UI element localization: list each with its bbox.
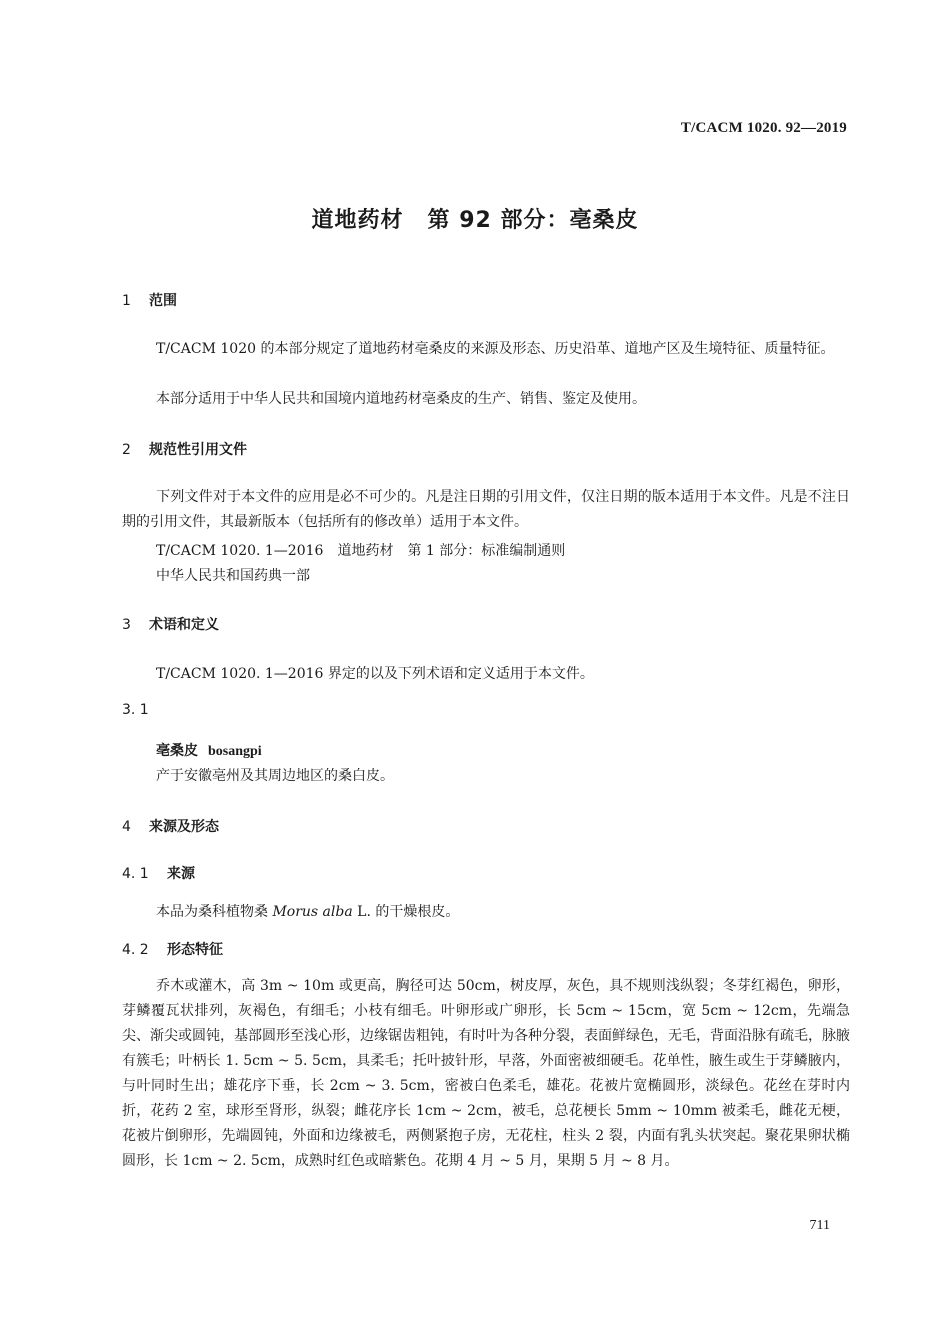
latin-name: Morus alba [272, 904, 353, 920]
standard-code: T/CACM 1020. 92—2019 [680, 120, 847, 136]
section-4-2-paragraph: 乔木或灌木，高 3m ~ 10m 或更高，胸径可达 50cm，树皮厚，灰色，具不规则浅纵裂；冬芽红褐色，卵形，芽鳞覆瓦状排列，灰褐色，有细毛；小枝有细毛。叶卵形或广卵形，长 5cm ~ 15cm，宽 5cm ~ 12cm，先端急尖、渐尖或圆钝，基部圆形至浅心形，边缘锯齿粗钝，有时叶为各种分裂，表面鲜绿色，无毛，背面沿脉有疏毛，脉腋有簇毛；叶柄长 1. 5cm ~ 5. 5cm，具柔毛；托叶披针形，早落，外面密被细硬毛。花单性，腋生或生于芽鳞腋内，与叶同时生出；雄花序下垂，长 2cm ~ 3. 5cm，密被白色柔毛，雄花。花被片宽椭圆形，淡绿色。花丝在芽时内折，花药 2 室，球形至肾形，纵裂；雌花序长 1cm ~ 2cm，被毛，总花梗长 5mm ~ 10mm 被柔毛，雌花无梗，花被片倒卵形，先端圆钝，外面和边缘被毛，两侧紧抱子房，无花柱，柱头 2 裂，内面有乳头状突起。聚花果卵状椭圆形，长 1cm ~ 2. 5cm，成熟时红色或暗紫色。花期 4 月 ~ 5 月，果期 5 月 ~ 8 月。 [122, 978, 850, 1169]
title-part1: 道地药材 [311, 208, 404, 233]
section-3-heading: 3 术语和定义 [122, 617, 219, 633]
section-2-paragraph-1: 下列文件对于本文件的应用是必不可少的。凡是注日期的引用文件，仅注日期的版本适用于本文件。凡是不注日期的引用文件，其最新版本（包括所有的修改单）适用于本文件。 [122, 489, 850, 530]
section-4-1-paragraph: 本品为桑科植物桑 Morus alba L. 的干燥根皮。 [156, 904, 460, 920]
section-1-paragraph-2: 本部分适用于中华人民共和国境内道地药材亳桑皮的生产、销售、鉴定及使用。 [156, 391, 646, 407]
title-part2: 第 92 部分：亳桑皮 [427, 208, 639, 233]
section-4-1-heading: 4. 1 来源 [122, 866, 195, 882]
section-2-heading: 2 规范性引用文件 [122, 442, 247, 458]
term-chinese: 亳桑皮 [156, 743, 198, 759]
reference-item-1: T/CACM 1020. 1—2016 道地药材 第 1 部分：标准编制通则 [156, 543, 566, 559]
page-number: 711 [809, 1218, 830, 1233]
subsection-3-1-number: 3. 1 [122, 702, 149, 718]
term-definition: 产于安徽亳州及其周边地区的桑白皮。 [156, 768, 394, 784]
term-english: bosangpi [208, 744, 262, 759]
reference-item-2: 中华人民共和国药典一部 [156, 568, 310, 584]
term-entry [156, 740, 262, 760]
section-4-heading: 4 来源及形态 [122, 819, 219, 835]
section-3-paragraph-1: T/CACM 1020. 1—2016 界定的以及下列术语和定义适用于本文件。 [156, 666, 594, 682]
document-title [0, 203, 950, 234]
section-4-2-heading: 4. 2 形态特征 [122, 942, 223, 958]
section-1-heading: 1 范围 [122, 293, 177, 309]
section-1-paragraph-1: T/CACM 1020 的本部分规定了道地药材亳桑皮的来源及形态、历史沿革、道地产区及生境特征、质量特征。 [156, 341, 835, 357]
